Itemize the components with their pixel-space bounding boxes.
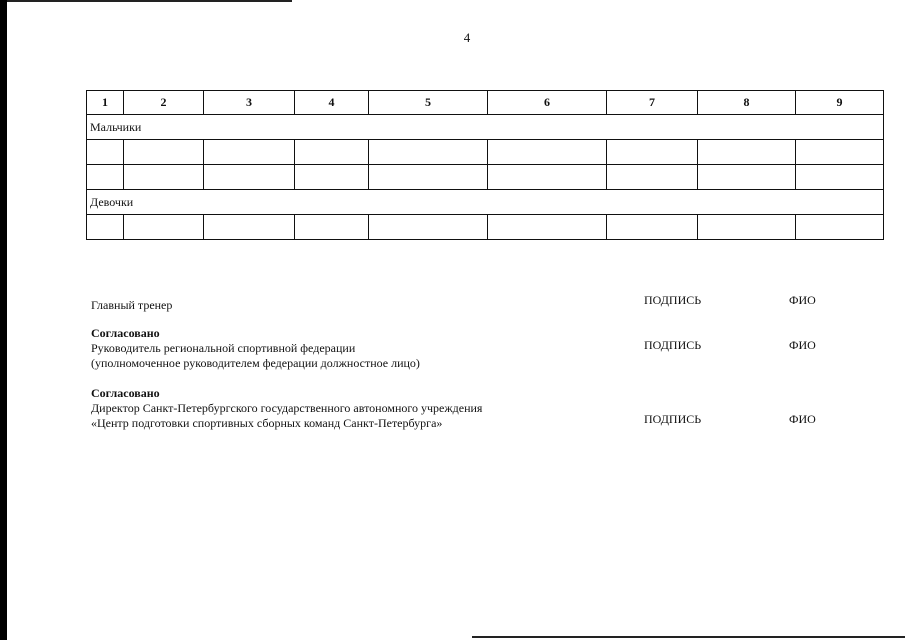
- column-header: 3: [204, 91, 295, 115]
- page-number: 4: [463, 30, 471, 45]
- approval-heading: Согласовано: [91, 326, 160, 340]
- column-header: 1: [87, 91, 124, 115]
- column-header: 7: [607, 91, 698, 115]
- table-cell: [87, 165, 124, 190]
- table-cell: [204, 165, 295, 190]
- federation-name-label: ФИО: [789, 338, 816, 352]
- director-approval-block: [91, 386, 482, 431]
- table-cell: [488, 140, 607, 165]
- table-cell: [369, 140, 488, 165]
- section-title: Мальчики: [87, 115, 884, 140]
- column-header: 2: [124, 91, 204, 115]
- column-header: 5: [369, 91, 488, 115]
- table-cell: [295, 140, 369, 165]
- federation-signature-label: ПОДПИСЬ: [644, 338, 702, 352]
- column-header: 9: [796, 91, 884, 115]
- section-row-girls: [87, 190, 884, 215]
- table-cell: [124, 165, 204, 190]
- director-line-1: Директор Санкт-Петербургского государственного автономного учреждения: [91, 401, 483, 415]
- table-cell: [204, 140, 295, 165]
- column-header: 8: [698, 91, 796, 115]
- table-cell: [607, 140, 698, 165]
- federation-line-1: Руководитель региональной спортивной федерации: [91, 341, 356, 355]
- table-cell: [488, 215, 607, 240]
- table-cell: [204, 215, 295, 240]
- table-cell: [369, 165, 488, 190]
- table-cell: [295, 215, 369, 240]
- table-cell: [607, 165, 698, 190]
- scan-edge-bottom: [472, 636, 905, 638]
- federation-approval-block: [91, 326, 420, 371]
- scan-edge-left: [0, 0, 7, 640]
- director-line-2: «Центр подготовки спортивных сборных команд Санкт-Петербурга»: [91, 416, 443, 430]
- table-cell: [124, 140, 204, 165]
- section-title: Девочки: [87, 190, 884, 215]
- column-header: 6: [488, 91, 607, 115]
- director-signature-label: ПОДПИСЬ: [644, 412, 702, 426]
- table-cell: [796, 215, 884, 240]
- table-cell: [698, 140, 796, 165]
- federation-line-2: (уполномоченное руководителем федерации должностное лицо): [91, 356, 420, 370]
- approval-heading: Согласовано: [91, 386, 160, 400]
- table-cell: [488, 165, 607, 190]
- table-cell: [87, 215, 124, 240]
- scan-edge-top: [7, 0, 292, 2]
- table-cell: [796, 165, 884, 190]
- table-cell: [607, 215, 698, 240]
- table-cell: [698, 165, 796, 190]
- table-row: [87, 165, 884, 190]
- column-header: 4: [295, 91, 369, 115]
- coach-block: [91, 298, 172, 313]
- section-row-boys: [87, 115, 884, 140]
- coach-name-label: ФИО: [789, 293, 816, 307]
- table-row: [87, 140, 884, 165]
- table-header-row: [87, 91, 884, 115]
- coach-role: Главный тренер: [91, 298, 173, 312]
- table-cell: [87, 140, 124, 165]
- director-name-label: ФИО: [789, 412, 816, 426]
- table-cell: [295, 165, 369, 190]
- table-cell: [124, 215, 204, 240]
- table-cell: [369, 215, 488, 240]
- table-cell: [796, 140, 884, 165]
- coach-signature-label: ПОДПИСЬ: [644, 293, 702, 307]
- table-row: [87, 215, 884, 240]
- table-cell: [698, 215, 796, 240]
- results-table: [86, 90, 884, 240]
